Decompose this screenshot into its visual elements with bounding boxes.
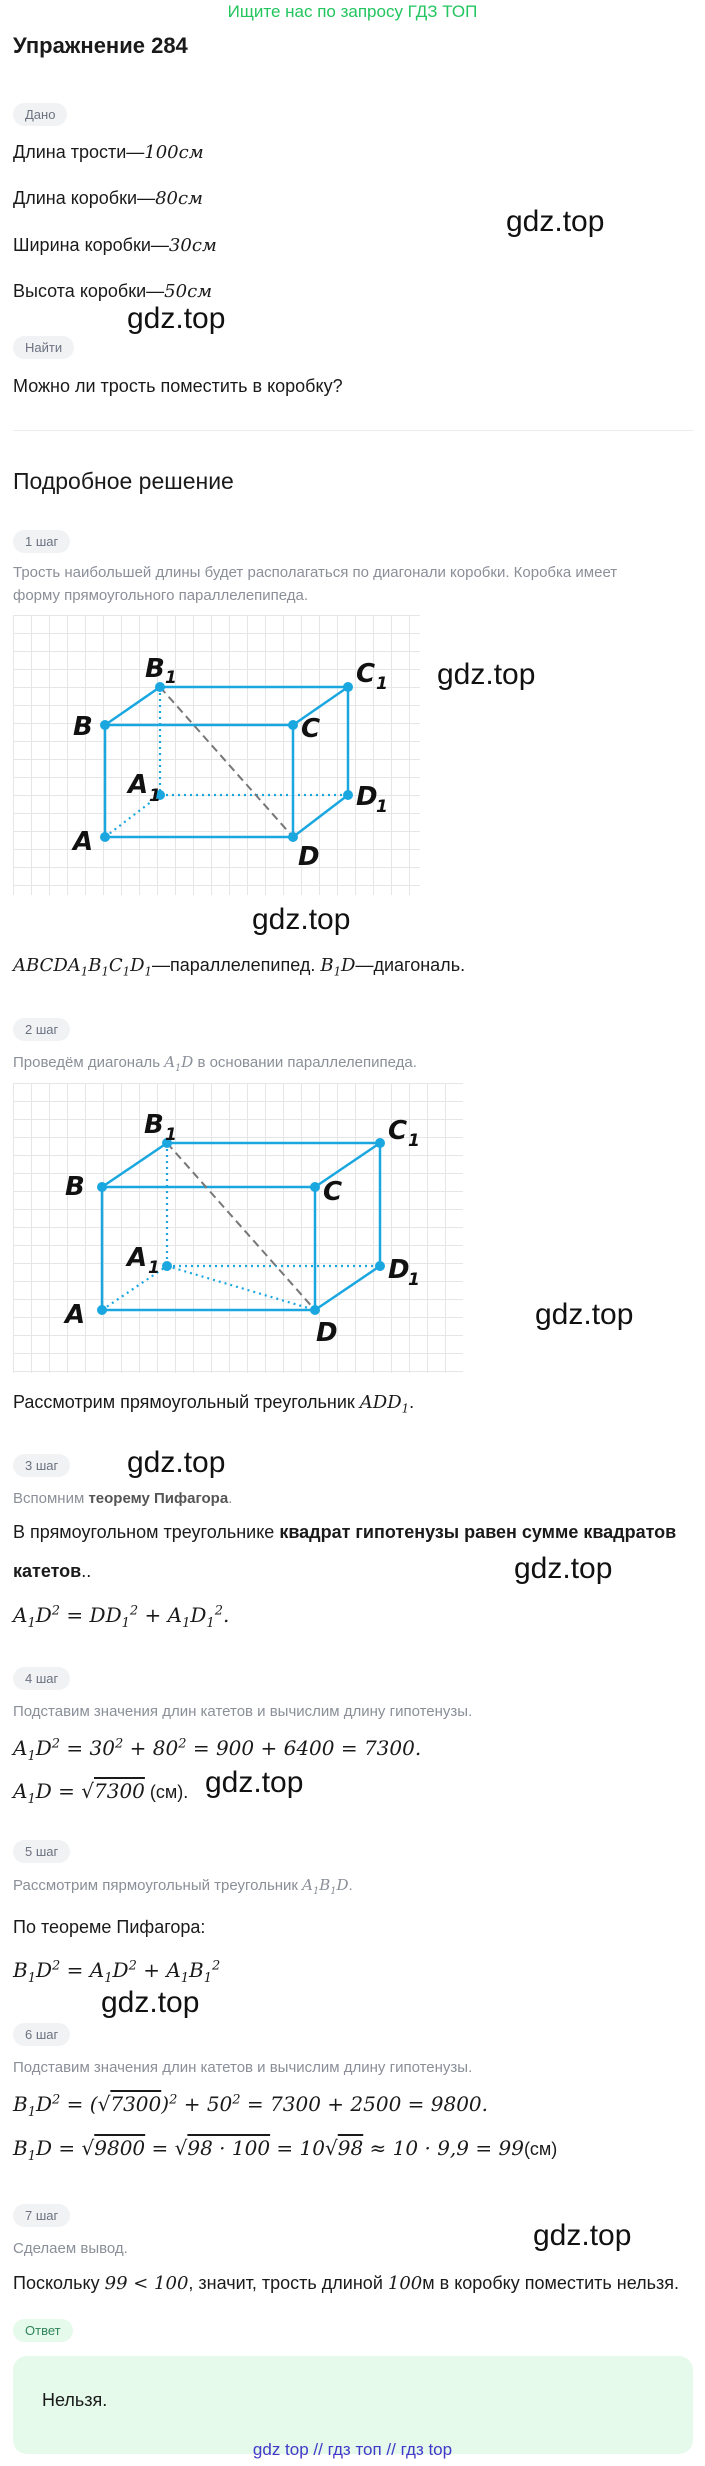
step-4-result: $A_1D = √7300$ (см). <box>13 1779 189 1807</box>
label-d1: D <box>388 1255 410 1285</box>
label-a: A <box>65 1300 86 1330</box>
step-6-formula: $B_1D^2 = (√7300)^2 + 50^2 = 7300 + 2500 = 9800$. <box>13 2092 489 2120</box>
back-edges <box>105 687 348 837</box>
svg-text:1: 1 <box>408 1131 420 1151</box>
given-cane-length: Длина трости—100см <box>13 142 204 163</box>
vertex-c1 <box>343 682 353 692</box>
figure-1-grid <box>13 615 420 895</box>
given-box-height: Высота коробки—50см <box>13 281 213 302</box>
step-5-tag: 5 шаг <box>13 1840 70 1863</box>
label-c: C <box>323 1177 343 1207</box>
footer-links[interactable]: gdz top // гдз топ // гдз top <box>252 2440 453 2459</box>
vertex-a <box>97 1305 107 1315</box>
watermark: gdz.top <box>127 1446 226 1479</box>
label-b1: B <box>145 654 165 684</box>
vertex-d <box>310 1305 320 1315</box>
vertex-b <box>97 1182 107 1192</box>
vertex-d1 <box>375 1261 385 1271</box>
step-1-text-2: форму прямоугольного параллелепипеда. <box>13 587 309 604</box>
watermark: gdz.top <box>514 1552 613 1585</box>
vertex-a1 <box>162 1261 172 1271</box>
vertex-d <box>288 832 298 842</box>
divider <box>13 430 693 431</box>
promo-banner[interactable]: Ищите нас по запросу ГДЗ ТОП <box>227 2 478 21</box>
step-3-tag: 3 шаг <box>13 1454 70 1477</box>
watermark: gdz.top <box>101 1986 200 2019</box>
page-title: Упражнение 284 <box>13 33 188 58</box>
step-3-recall: Вспомним теорему Пифагора. <box>13 1490 233 1507</box>
watermark: gdz.top <box>437 658 536 691</box>
vertex-a <box>100 832 110 842</box>
watermark: gdz.top <box>535 1298 634 1331</box>
step-4-tag: 4 шаг <box>13 1667 70 1690</box>
diagonal-a1d <box>167 1266 315 1310</box>
watermark: gdz.top <box>506 205 605 238</box>
label-a1: A <box>127 1243 148 1273</box>
parallelepiped-figure-1 <box>13 615 420 895</box>
vertex-b <box>100 720 110 730</box>
step-5-formula: $B_1D^2 = A_1D^2 + A_1B_1^2$ <box>13 1958 221 1986</box>
given-box-width: Ширина коробки—30см <box>13 235 217 256</box>
step-4-formula: $A_1D^2 = 30^2 + 80^2 = 900 + 6400 = 7300$. <box>13 1736 422 1764</box>
svg-text:1: 1 <box>376 797 388 817</box>
step-2-text: Проведём диагональ $A_1D$ в основании параллелепипеда. <box>13 1053 417 1074</box>
step-3-rule-2: катетов.. <box>13 1561 92 1581</box>
label-d: D <box>298 842 320 872</box>
watermark: gdz.top <box>205 1766 304 1799</box>
vertex-d1 <box>343 790 353 800</box>
label-b: B <box>65 1172 85 1202</box>
step-7-conclusion: Поскольку 99 < 100, значит, трость длиной 100м в коробку поместить нельзя. <box>13 2273 680 2294</box>
find-question: Можно ли трость поместить в коробку? <box>13 376 343 396</box>
label-a1: A <box>128 770 149 800</box>
vertex-c <box>310 1182 320 1192</box>
parallelepiped-figure-2 <box>13 1083 463 1373</box>
given-tag: Дано <box>13 103 67 126</box>
step-6-text: Подставим значения длин катетов и вычислим длину гипотенузы. <box>13 2059 473 2076</box>
label-b1: B <box>144 1110 164 1140</box>
step-6-tag: 6 шаг <box>13 2023 70 2046</box>
step-3-rule: В прямоугольном треугольнике квадрат гипотенузы равен сумме квадратов <box>13 1522 677 1542</box>
label-a: A <box>73 827 94 857</box>
svg-text:1: 1 <box>165 668 177 688</box>
svg-text:1: 1 <box>408 1270 420 1290</box>
step-6-result: $B_1D = √9800 = √98 \cdot 100 = 10√98 \approx 10 \cdot 9,9 = 99(см)$ <box>13 2136 558 2164</box>
label-b: B <box>73 712 93 742</box>
find-tag: Найти <box>13 336 74 359</box>
svg-text:1: 1 <box>148 1258 160 1278</box>
answer-text: Нельзя. <box>42 2390 108 2410</box>
watermark: gdz.top <box>127 302 226 335</box>
step-3-formula: $A_1D^2 = DD_1^2 + A_1D_1^2$. <box>13 1603 230 1631</box>
step-5-theorem: По теореме Пифагора: <box>13 1917 206 1937</box>
diagonal-b1d <box>167 1143 315 1310</box>
figure-2-grid <box>13 1083 463 1373</box>
vertex-c1 <box>375 1138 385 1148</box>
step-4-text: Подставим значения длин катетов и вычислим длину гипотенузы. <box>13 1703 473 1720</box>
vertex-c <box>288 720 298 730</box>
step-7-text: Сделаем вывод. <box>13 2240 128 2257</box>
diagonal-b1d <box>160 687 293 837</box>
svg-text:1: 1 <box>165 1125 177 1145</box>
label-d1: D <box>356 782 378 812</box>
step-1-text: Трость наибольшей длины будет располагаться по диагонали коробки. Коробка имеет <box>13 564 618 581</box>
given-box-length: Длина коробки—80см <box>13 188 203 209</box>
step-2-consider: Рассмотрим прямоугольный треугольник $ADD_1$. <box>13 1392 415 1416</box>
step-5-text: Рассмотрим пярмоугольный треугольник $A_1B_1D$. <box>13 1876 353 1897</box>
label-c: C <box>301 714 321 744</box>
step-7-tag: 7 шаг <box>13 2204 70 2227</box>
label-c1: C <box>388 1116 408 1146</box>
step-1-tag: 1 шаг <box>13 530 70 553</box>
watermark: gdz.top <box>252 903 351 936</box>
svg-text:1: 1 <box>376 674 388 694</box>
step-1-conclusion: $ABCDA_1B_1C_1D_1—параллелепипед$. $B_1D—диагональ$. <box>13 955 466 979</box>
watermark: gdz.top <box>533 2219 632 2252</box>
label-c1: C <box>356 659 376 689</box>
step-2-tag: 2 шаг <box>13 1018 70 1041</box>
solution-heading: Подробное решение <box>13 468 234 494</box>
svg-text:1: 1 <box>149 786 161 806</box>
label-d: D <box>316 1318 338 1348</box>
answer-tag: Ответ <box>13 2319 73 2342</box>
